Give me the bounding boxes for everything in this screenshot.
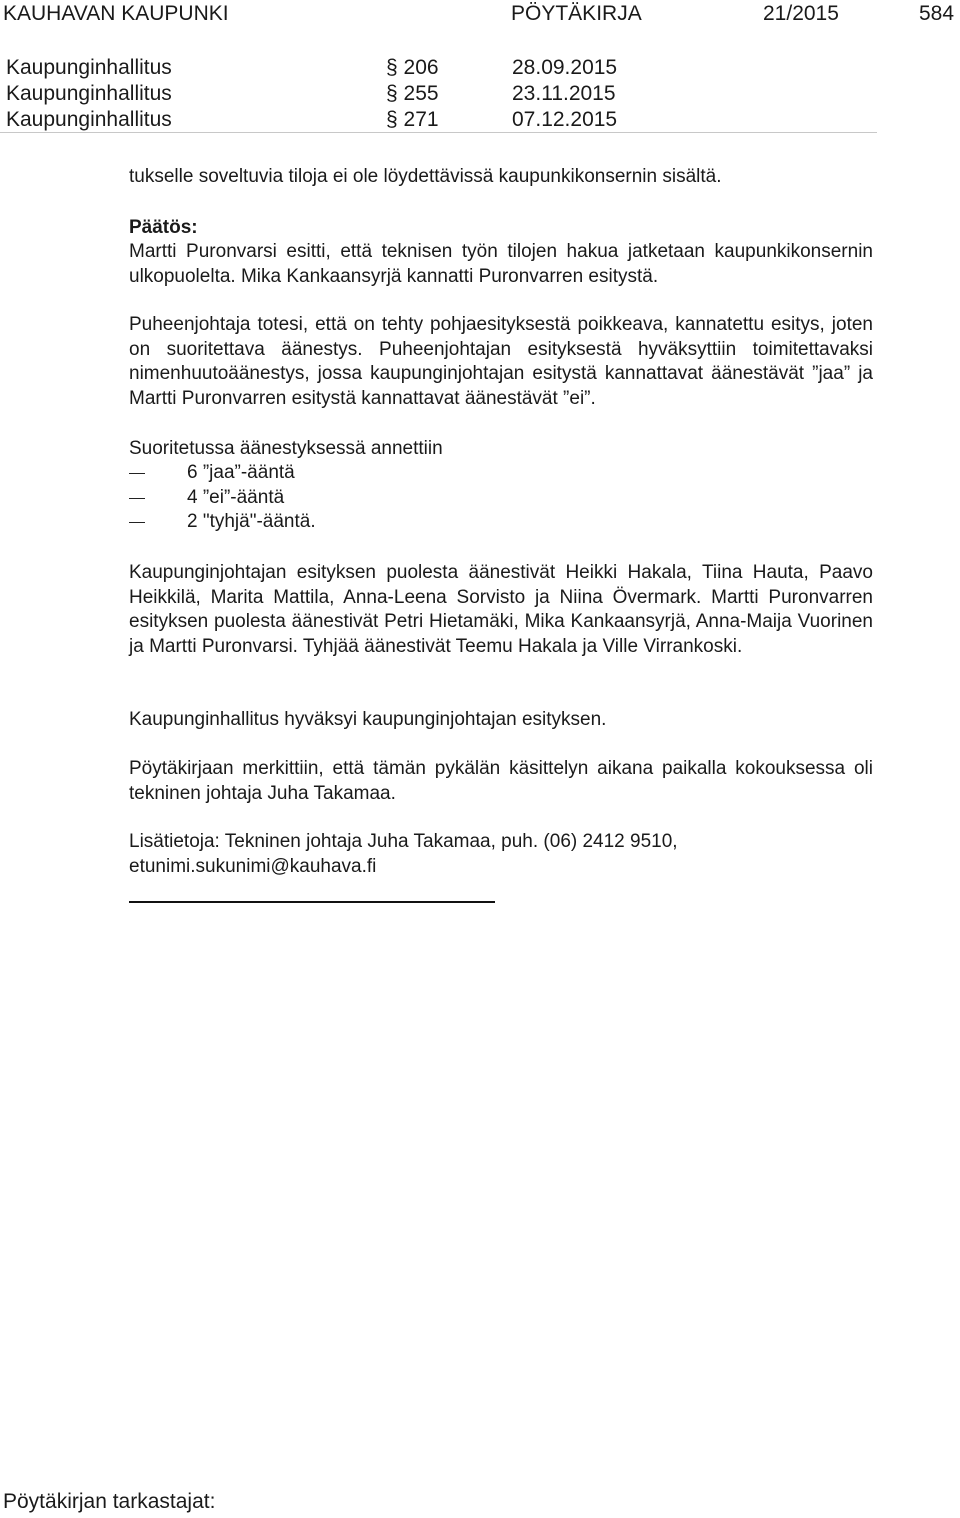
reference-body: Kaupunginhallitus (6, 56, 172, 79)
vote-count: 2 "tyhjä"-ääntä. (187, 511, 316, 532)
vote-count: 6 ”jaa”-ääntä (187, 462, 295, 483)
dash-bullet-icon (129, 473, 145, 474)
reference-body: Kaupunginhallitus (6, 82, 172, 105)
reference-body: Kaupunginhallitus (6, 108, 172, 131)
reference-section: § 255 (386, 82, 439, 105)
dash-bullet-icon (129, 498, 145, 499)
approval-paragraph: Kaupunginhallitus hyväksyi kaupunginjohtajan esityksen. (129, 709, 607, 730)
page-number: 584 (919, 2, 955, 25)
vote-intro: Suoritetussa äänestyksessä annettiin (129, 438, 443, 459)
intro-paragraph: tukselle soveltuvia tiloja ei ole löydettävissä kaupunkikonsernin sisältä. (129, 166, 722, 187)
reference-section: § 206 (386, 56, 439, 79)
reference-section: § 271 (386, 108, 439, 131)
document-type: PÖYTÄKIRJA (511, 2, 642, 25)
header-divider (0, 132, 877, 133)
minutes-note-paragraph: Pöytäkirjaan merkittiin, että tämän pykälän käsittelyn aikana paikalla kokouksessa oli tekninen johtaja Juha Takamaa. (129, 758, 873, 804)
dash-bullet-icon (129, 522, 145, 523)
reviewers-label: Pöytäkirjan tarkastajat: (3, 1490, 216, 1513)
document-number: 21/2015 (763, 2, 839, 25)
reference-date: 28.09.2015 (512, 56, 618, 79)
reference-date: 23.11.2015 (512, 82, 616, 105)
decision-paragraph: Martti Puronvarsi esitti, että teknisen työn tilojen hakua jatketaan kaupunkikonsernin ulkopuolelta. Mika Kankaansyrjä kannatti Puronvarren esitystä. (129, 241, 873, 287)
contact-info: Lisätietoja: Tekninen johtaja Juha Takamaa, puh. (06) 2412 9510, (129, 831, 678, 852)
vote-count: 4 ”ei”-ääntä (187, 487, 285, 508)
city-name: KAUHAVAN KAUPUNKI (3, 2, 229, 25)
reference-date: 07.12.2015 (512, 108, 618, 131)
chair-paragraph: Puheenjohtaja totesi, että on tehty pohjaesityksestä poikkeava, kannatettu esitys, joten on suoritettava äänestys. Puheenjohtajan esityksestä hyväksyttiin toimitettavaksi nimenhuutoäänestys, jossa kaupunginjohtajan esitystä kannattavat äänestävät ”jaa” ja Martti Puronvarren esitystä kannattavat äänestävät ”ei”. (129, 314, 873, 409)
contact-email: etunimi.sukunimi@kauhava.fi (129, 856, 377, 877)
voters-paragraph: Kaupunginjohtajan esityksen puolesta äänestivät Heikki Hakala, Tiina Hauta, Paavo Heikkilä, Marita Mattila, Anna-Leena Sorvisto ja Niina Övermark. Martti Puronvarren esityksen puolesta äänestivät Petri Hietamäki, Mika Kankaansyrjä, Anna-Maija Vuorinen ja Martti Puronvarsi. Tyhjää äänestivät Teemu Hakala ja Ville Virrankoski. (129, 562, 873, 657)
signature-line (129, 901, 495, 903)
decision-heading: Päätös: (129, 217, 198, 238)
